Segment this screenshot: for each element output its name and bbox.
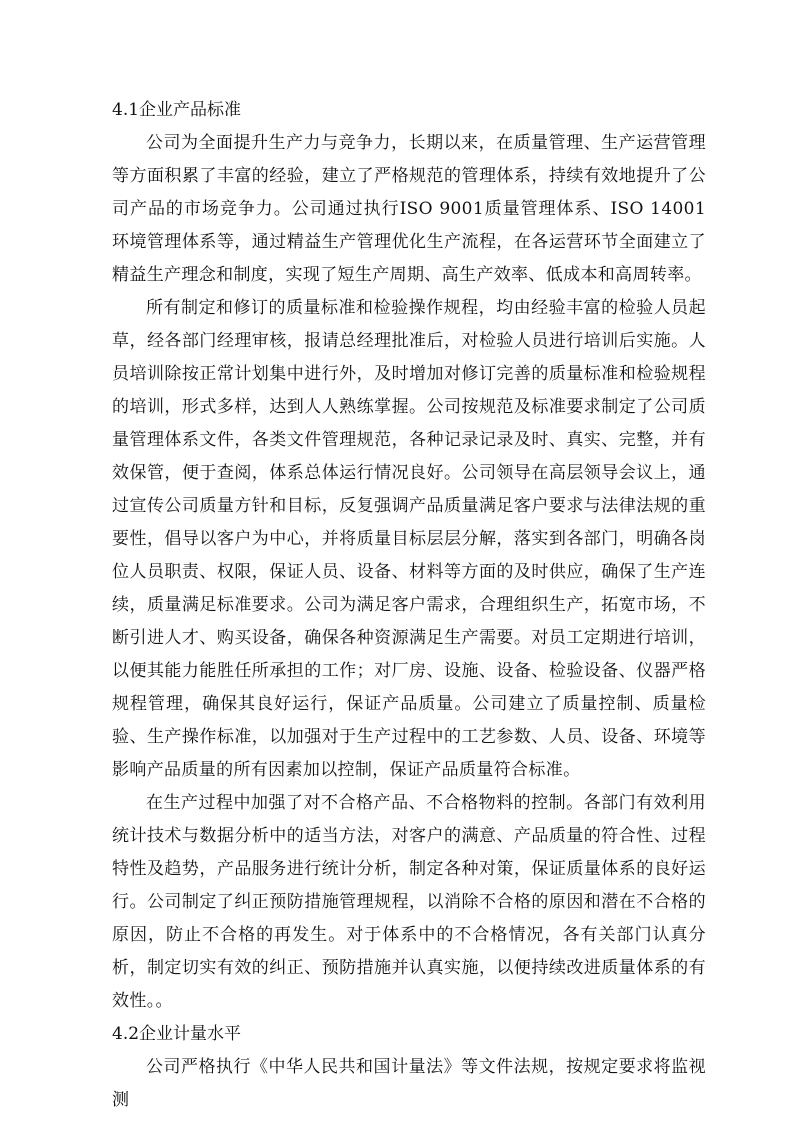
document-page: [112, 94, 706, 1117]
section-heading-metrology: 4.2企业计量水平: [112, 1024, 242, 1044]
paragraph-nonconformity-control: 在生产过程中加强了对不合格产品、不合格物料的控制。各部门有效利用统计技术与数据分析中的适当方法，对客户的满意、产品质量的符合性、过程特性及趋势，产品服务进行统计分析，制定各种对策，保证质量体系的良好运行。公司制定了纠正预防措施管理规程，以消除不合格的原因和潜在不合格的原因，防止不合格的再发生。对于体系中的不合格情况，各有关部门认真分析，制定切实有效的纠正、预防措施并认真实施，以便持续改进质量体系的有效性。。: [112, 793, 706, 1011]
paragraph-quality-standards: 所有制定和修订的质量标准和检验操作规程，均由经验丰富的检验人员起草，经各部门经理审核，报请总经理批准后，对检验人员进行培训后实施。人员培训除按正常计划集中进行外，及时增加对修订完善的质量标准和检验规程的培训，形式多样，达到人人熟练掌握。公司按规范及标准要求制定了公司质量管理体系文件，各类文件管理规范，各种记录记录及时、真实、完整，并有效保管，便于查阅，体系总体运行情况良好。公司领导在高层领导会议上，通过宣传公司质量方针和目标，反复强调产品质量满足客户要求与法律法规的重要性，倡导以客户为中心，并将质量目标层层分解，落实到各部门，明确各岗位人员职责、权限，保证人员、设备、材料等方面的及时供应，确保了生产连续，质量满足标准要求。公司为满足客户需求，合理组织生产，拓宽市场，不断引进人才、购买设备，确保各种资源满足生产需要。对员工定期进行培训，以便其能力能胜任所承担的工作；对厂房、设施、设备、检验设备、仪器严格规程管理，确保其良好运行，保证产品质量。公司建立了质量控制、质量检验、生产操作标准，以加强对于生产过程中的工艺参数、人员、设备、环境等影响产品质量的所有因素加以控制，保证产品质量符合标准。: [112, 298, 706, 780]
section-heading-product-standard: 4.1企业产品标准: [112, 100, 242, 120]
paragraph-metrology-law: 公司严格执行《中华人民共和国计量法》等文件法规，按规定要求将监视测: [112, 1057, 706, 1110]
paragraph-productivity: 公司为全面提升生产力与竞争力，长期以来，在质量管理、生产运营管理等方面积累了丰富的经验，建立了严格规范的管理体系，持续有效地提升了公司产品的市场竞争力。公司通过执行ISO 9001质量管理体系、ISO 14001环境管理体系等，通过精益生产管理优化生产流程，在各运营环节全面建立了精益生产理念和制度，实现了短生产周期、高生产效率、低成本和高周转率。: [112, 133, 706, 285]
